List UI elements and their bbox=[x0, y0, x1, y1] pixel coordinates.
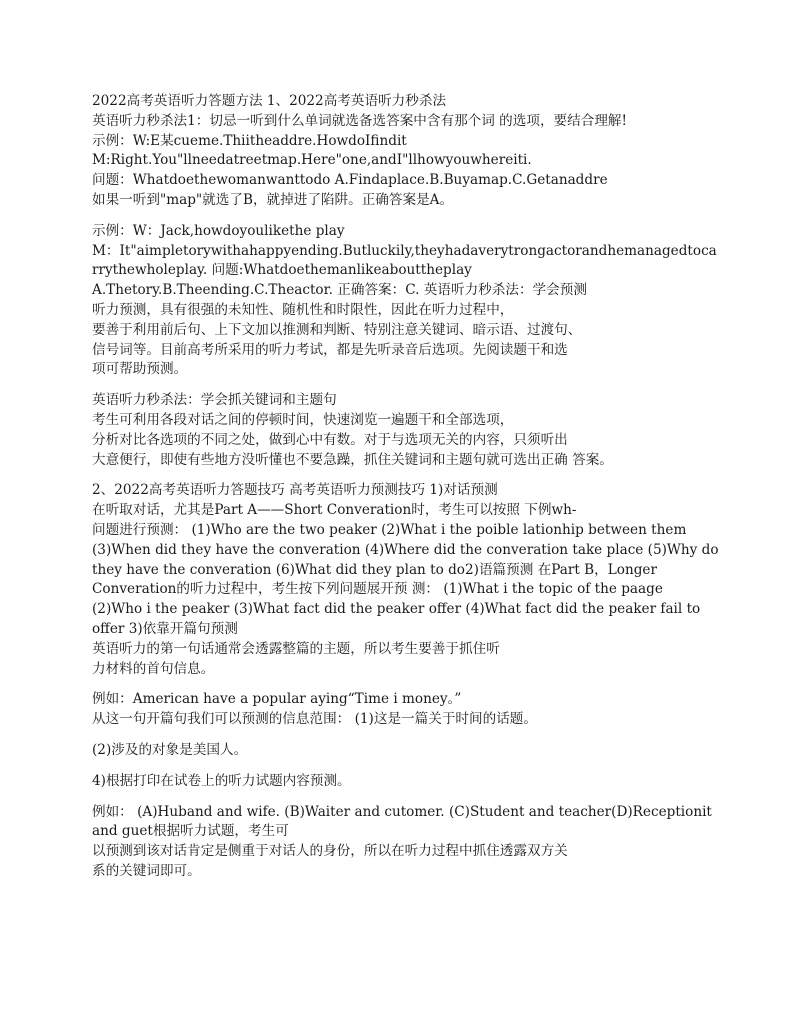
text-line: 例如： (A)Huband and wife. (B)Waiter and cutomer. (C)Student and teacher(D)Receptionit bbox=[92, 803, 712, 820]
paragraph bbox=[92, 391, 722, 470]
text-line: 考生可利用各段对话之间的停顿时间，快速浏览一遍题干和全部选项， bbox=[92, 411, 514, 428]
paragraph bbox=[92, 690, 722, 730]
text-line: Converation的听力过程中，考生按下列问题展开预 测： (1)What i the topic of the paage bbox=[92, 581, 663, 598]
text-line: 英语听力秒杀法：学会抓关键词和主题句 bbox=[92, 392, 337, 409]
text-line: 力材料的首句信息。 bbox=[92, 660, 215, 677]
text-line: 例如：American have a popular aying“Time i money。” bbox=[92, 691, 462, 708]
paragraph bbox=[92, 92, 722, 211]
text-line: offer 3)依靠开篇句预测 bbox=[92, 620, 238, 637]
text-line: (3)When did they have the converation (4)Where did the converation take place (5)Why do bbox=[92, 541, 719, 558]
text-line: 大意便行，即使有些地方没听懂也不要急躁，抓住关键词和主题句就可选出正确 答案。 bbox=[92, 451, 613, 468]
text-line: 信号词等。目前高考所采用的听力考试，都是先听录音后选项。先阅读题干和选 bbox=[92, 341, 568, 358]
text-line: 英语听力的第一句话通常会透露整篇的主题，所以考生要善于抓住听 bbox=[92, 640, 500, 657]
text-line: A.Thetory.B.Theending.C.Theactor. 正确答案：C. 英语听力秒杀法：学会预测 bbox=[92, 282, 587, 299]
text-line: 在听取对话，尤其是Part A——Short Converation时，考生可以按照 下例wh- bbox=[92, 502, 577, 519]
text-line: 示例：W：Jack,howdoyoulikethe play bbox=[92, 222, 345, 239]
paragraph bbox=[92, 481, 722, 679]
text-line: (2)涉及的对象是美国人。 bbox=[92, 741, 248, 758]
text-line: 从这一句开篇句我们可以预测的信息范围： (1)这是一篇关于时间的话题。 bbox=[92, 711, 537, 728]
text-line: M：It"aimpletorywithahappyending.Butluckily,theyhadaverytrongactorandhemanagedtoca bbox=[92, 242, 717, 259]
text-line: 分析对比各选项的不同之处，做到心中有数。对于与选项无关的内容，只须听出 bbox=[92, 431, 568, 448]
text-line: 2、2022高考英语听力答题技巧 高考英语听力预测技巧 1)对话预测 bbox=[92, 482, 498, 499]
text-line: rrythewholeplay. 问题:Whatdoethemanlikeabouttheplay bbox=[92, 262, 472, 279]
text-line: 听力预测，具有很强的未知性、随机性和时限性，因此在听力过程中， bbox=[92, 301, 514, 318]
paragraph bbox=[92, 222, 722, 380]
text-line: 问题进行预测： (1)Who are the two peaker (2)What i the poible lationhip between them bbox=[92, 521, 687, 538]
text-line: (2)Who i the peaker (3)What fact did the peaker offer (4)What fact did the peaker fail to bbox=[92, 601, 701, 618]
text-line: 项可帮助预测。 bbox=[92, 361, 188, 378]
paragraph bbox=[92, 741, 722, 761]
text-line: 要善于利用前后句、上下文加以推测和判断、特别注意关键词、暗示语、过渡句、 bbox=[92, 321, 582, 338]
text-line: they have the converation (6)What did they plan to do2)语篇预测 在Part B，Longer bbox=[92, 561, 657, 578]
text-line: M:Right.You"llneedatreetmap.Here"one,andI"llhowyouwhereiti. bbox=[92, 152, 532, 169]
text-line: 系的关键词即可。 bbox=[92, 862, 201, 879]
text-line: 问题：Whatdoethewomanwanttodo A.Findaplace.B.Buyamap.C.Getanaddre bbox=[92, 172, 608, 189]
text-line: 4)根据打印在试卷上的听力试题内容预测。 bbox=[92, 772, 351, 789]
text-line: 如果一听到"map"就选了B，就掉进了陷阱。正确答案是A。 bbox=[92, 191, 454, 208]
document-body bbox=[92, 92, 722, 882]
text-line: 2022高考英语听力答题方法 1、2022高考英语听力秒杀法 bbox=[92, 93, 447, 109]
paragraph bbox=[92, 772, 722, 792]
text-line: 以预测到该对话肯定是侧重于对话人的身份，所以在听力过程中抓住透露双方关 bbox=[92, 843, 568, 860]
text-line: and guet根据听力试题，考生可 bbox=[92, 823, 289, 840]
paragraph bbox=[92, 803, 722, 882]
text-line: 英语听力秒杀法1：切忌一听到什么单词就选备选答案中含有那个词 的选项，要结合理解! bbox=[92, 112, 627, 129]
text-line: 示例：W:E某cueme.Thiitheaddre.HowdoIfindit bbox=[92, 132, 407, 149]
